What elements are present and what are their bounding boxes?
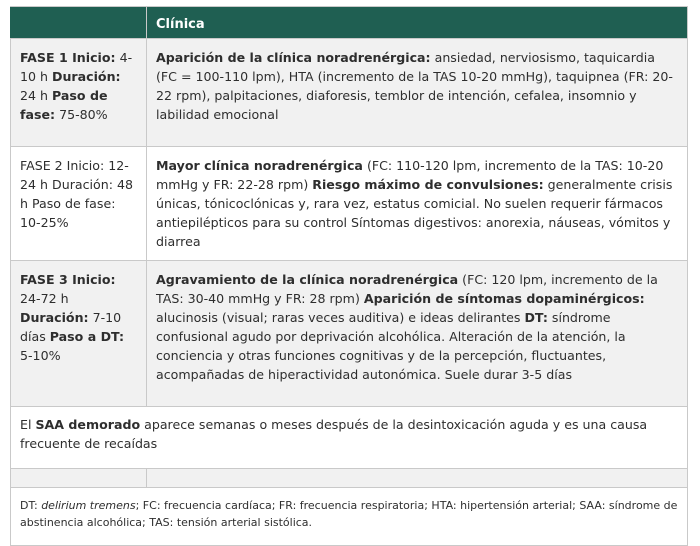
bold-run: Riesgo máximo de convulsiones: xyxy=(312,177,544,192)
bold-run: Paso a DT: xyxy=(49,329,124,344)
text-run: El xyxy=(20,417,36,432)
note-row xyxy=(11,407,688,469)
text-run: 4-10 h xyxy=(20,50,133,84)
text-run: FASE 2 Inicio: 12-24 h Duración: 48 h Paso de fase: 10-25% xyxy=(20,158,133,230)
bold-run: SAA demorado xyxy=(35,417,141,432)
text-run: aparece semanas o meses después de la desintoxicación aguda y es una causa frecuente de recaídas xyxy=(20,417,648,451)
clinical-cell xyxy=(147,39,688,147)
clinical-text xyxy=(156,272,658,382)
phase-text xyxy=(20,50,132,122)
footnote-text xyxy=(20,499,677,529)
text-run: generalmente crisis únicas, tónicoclónicas y, rara vez, estatus comicial. No suelen requerir fármacos antiepilépticos para su control Síntomas digestivos: anorexia, náuseas, vómitos y diarrea xyxy=(156,177,673,249)
footnote-cell xyxy=(11,488,688,546)
clinical-cell xyxy=(147,147,688,261)
header-cell-phase xyxy=(11,7,147,39)
footnote-row xyxy=(11,488,688,546)
table-row xyxy=(11,261,688,407)
bold-run: Agravamiento de la clínica noradrenérgica xyxy=(156,272,459,287)
text-run: 24-72 h xyxy=(20,291,69,306)
phase-text xyxy=(20,158,133,230)
table-header-row xyxy=(11,7,688,39)
bold-run: Paso de fase: xyxy=(20,88,108,122)
text-run: 24 h xyxy=(20,88,53,103)
bold-run: DT: xyxy=(524,310,548,325)
empty-cell xyxy=(147,469,688,488)
clinical-text xyxy=(156,50,673,122)
text-run: 5-10% xyxy=(20,348,61,363)
text-run: alucinosis (visual; raras veces auditiva) e ideas delirantes xyxy=(156,310,525,325)
italic-run: delirium tremens xyxy=(41,499,136,512)
bold-run: Duración: xyxy=(20,310,89,325)
text-run: 75-80% xyxy=(55,107,108,122)
bold-run: FASE 3 Inicio: xyxy=(20,272,116,287)
table-row xyxy=(11,39,688,147)
phases-table xyxy=(10,6,688,546)
phase-text xyxy=(20,272,124,363)
header-cell-clinica: Clínica xyxy=(147,7,688,39)
bold-run: Mayor clínica noradrenérgica xyxy=(156,158,363,173)
clinical-cell xyxy=(147,261,688,407)
empty-cell xyxy=(11,469,147,488)
phases-table-container xyxy=(10,6,687,546)
text-run: síndrome confusional agudo por deprivación alcohólica. Alteración de la atención, la conciencia y otras funciones cognitivas y de la percepción, fluctuantes, acompañadas de hiperactividad autonómica. Suele durar 3-5 días xyxy=(156,310,626,382)
phase-cell xyxy=(11,147,147,261)
text-run: ansiedad, nerviosismo, taquicardia (FC = 100-110 lpm), HTA (incremento de la TAS 10-20 mmHg), taquipnea (FR: 20-22 rpm), palpitaciones, diaforesis, temblor de intención, cefalea, insomnio y labilidad emocional xyxy=(156,50,673,122)
phase-cell xyxy=(11,39,147,147)
note-cell xyxy=(11,407,688,469)
note-text xyxy=(20,417,647,451)
text-run: (FC: 120 lpm, incremento de la TAS: 30-40 mmHg y FR: 28 rpm) xyxy=(156,272,658,306)
bold-run: Aparición de síntomas dopaminérgicos: xyxy=(363,291,645,306)
clinical-text xyxy=(156,158,672,249)
phase-cell xyxy=(11,261,147,407)
bold-run: Aparición de la clínica noradrenérgica: xyxy=(156,50,431,65)
text-run: DT: xyxy=(20,499,42,512)
text-run: ; FC: frecuencia cardíaca; FR: frecuencia respiratoria; HTA: hipertensión arterial; SAA: síndrome de abstinencia alcohólica; TAS: tensión arterial sistólica. xyxy=(20,499,678,529)
empty-row xyxy=(11,469,688,488)
text-run: 7-10 días xyxy=(20,310,122,344)
bold-run: FASE 1 Inicio: xyxy=(20,50,116,65)
text-run: (FC: 110-120 lpm, incremento de la TAS: 10-20 mmHg y FR: 22-28 rpm) xyxy=(156,158,664,192)
bold-run: Duración: xyxy=(52,69,121,84)
table-row xyxy=(11,147,688,261)
